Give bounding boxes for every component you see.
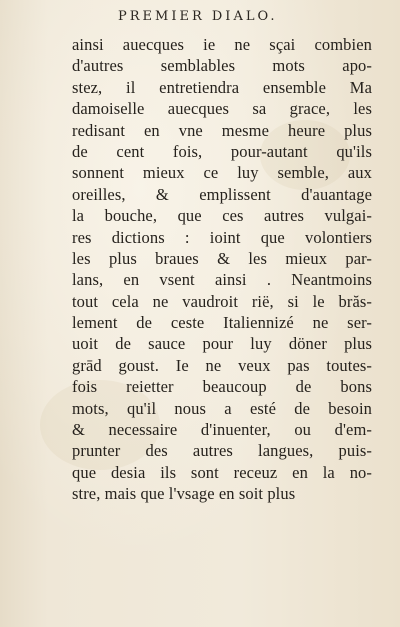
text-line: uoit de sauce pour luy döner plus	[72, 334, 372, 354]
text-line: la bouche, que ces autres vulgai-	[72, 206, 372, 226]
text-line: & necessaire d'inuenter, ou d'em-	[72, 420, 372, 440]
text-line: sonnent mieux ce luy semble, aux	[72, 163, 372, 183]
text-line: grād goust. Ie ne veux pas toutes-	[72, 355, 372, 375]
text-line: damoiselle auecques sa grace, les	[72, 99, 372, 119]
text-line: que desia ils sont receuz en la no-	[72, 462, 372, 482]
text-line: mots, qu'il nous a esté de besoin	[72, 398, 372, 418]
text-line: les plus braues & les mieux par-	[72, 248, 372, 268]
body-text	[72, 34, 372, 505]
text-line: res dictions : ioint que volontiers	[72, 227, 372, 247]
running-head: PREMIER DIALO.	[118, 9, 278, 24]
text-line: stre, mais que l'vsage en soit plus	[72, 484, 296, 504]
text-line: lans, en vsent ainsi . Neantmoins	[72, 270, 372, 290]
text-line: stez, il entretiendra ensemble Ma	[72, 77, 372, 97]
text-line: fois reietter beaucoup de bons	[72, 377, 372, 397]
text-line: redisant en vne mesme heure plus	[72, 120, 372, 140]
text-line: prunter des autres langues, puis-	[72, 441, 372, 461]
text-line: tout cela ne vaudroit rië, si le brăs-	[72, 291, 372, 311]
text-line: ainsi auecques ie ne sçai combien	[72, 35, 372, 54]
text-line: lement de ceste Italiennizé ne ser-	[72, 313, 372, 333]
text-line: oreilles, & emplissent d'auantage	[72, 184, 372, 204]
text-line: de cent fois, pour-autant qu'ils	[72, 141, 372, 161]
text-line: d'autres semblables mots apo-	[72, 56, 372, 76]
